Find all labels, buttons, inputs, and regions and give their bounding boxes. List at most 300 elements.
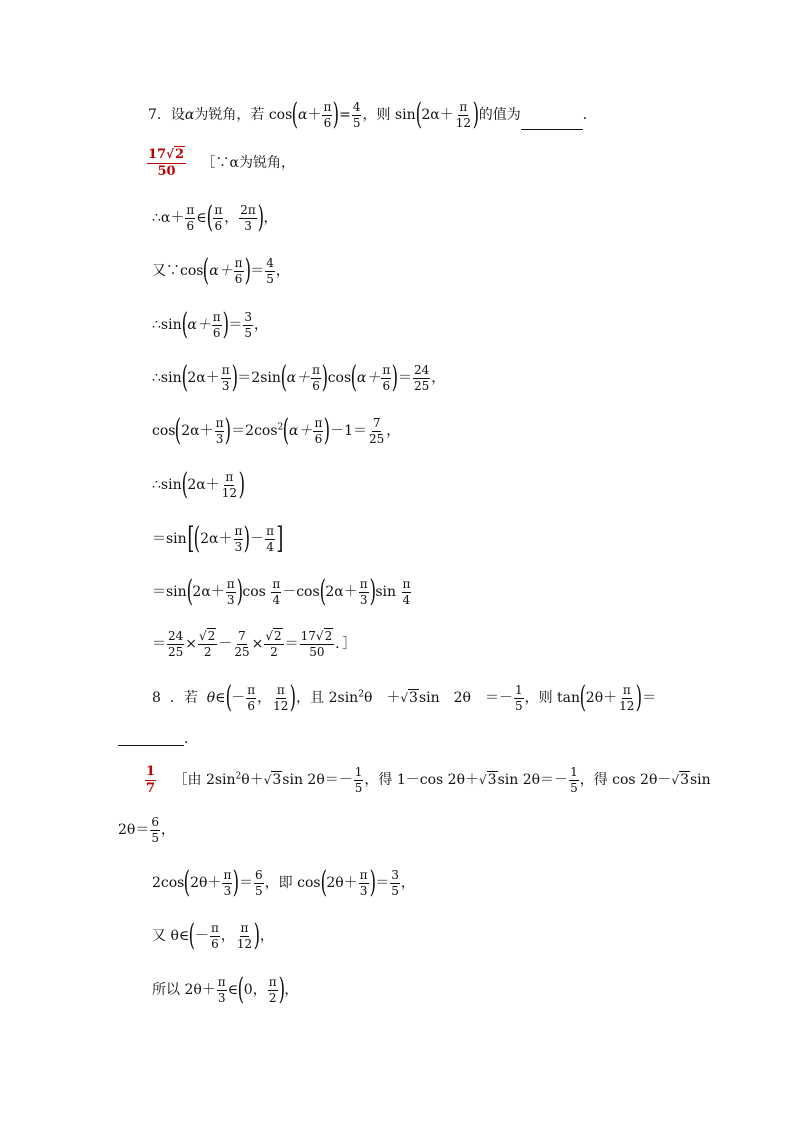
numerator: π	[217, 974, 226, 989]
numerator: π	[314, 415, 323, 430]
numerator: √2	[199, 629, 216, 643]
text: ，得 1－cos 2θ＋	[364, 772, 480, 789]
text: －1＝	[330, 423, 367, 439]
paren-left: (	[186, 574, 193, 609]
numerator: π	[312, 362, 320, 377]
denominator: 4	[402, 592, 411, 607]
paren-left: (	[320, 865, 327, 900]
text: ×	[185, 636, 198, 653]
numerator: π	[359, 576, 368, 591]
text: α＋	[286, 370, 311, 386]
problem-number: 8	[152, 690, 161, 706]
text: 2θ＋	[585, 690, 618, 706]
denominator: 7	[146, 780, 156, 796]
text: cos	[242, 584, 266, 600]
numerator: 6	[255, 867, 263, 882]
fraction-pi-3	[226, 578, 236, 606]
denominator: 5	[352, 115, 361, 130]
text: θ ＋	[363, 690, 401, 706]
fraction-sqrt2-2	[198, 630, 217, 658]
paren-right: )	[369, 865, 376, 900]
denominator: 12	[236, 936, 253, 951]
text: sin 2θ＝－	[497, 772, 569, 789]
text: ＝sin	[152, 584, 187, 600]
fraction-pi-3	[222, 869, 232, 897]
numerator: 1	[570, 765, 578, 780]
numerator: 1	[514, 682, 523, 697]
numerator: π	[234, 523, 243, 538]
problem-7-answer-line	[146, 148, 295, 178]
fraction-1-5	[569, 766, 579, 794]
paren-right: )	[472, 97, 480, 132]
problem-number: 7．	[148, 107, 171, 123]
paren-right: )	[238, 467, 246, 502]
numerator: 2π	[240, 202, 256, 217]
fraction-4-5	[265, 257, 275, 285]
denominator: 3	[223, 883, 232, 898]
text: 2α＋	[421, 107, 454, 123]
paren-left: (	[291, 97, 299, 132]
text: 为锐角，若 cos	[194, 107, 293, 123]
denominator: 50	[309, 644, 325, 659]
denominator: 25	[234, 644, 250, 659]
numerator: π	[382, 362, 391, 377]
equals: ＝	[642, 690, 657, 706]
numerator: π	[240, 920, 249, 935]
denominator: 12	[619, 698, 635, 713]
text: ，	[400, 875, 415, 891]
text: ∈	[215, 690, 226, 706]
paren-left: (	[237, 972, 245, 1007]
solution-7-line-1	[152, 200, 278, 235]
denominator: 2	[203, 644, 212, 659]
numerator: π	[247, 682, 256, 697]
problem-8-blank-line	[118, 732, 198, 746]
numerator	[147, 148, 186, 164]
answer-blank	[118, 745, 184, 746]
paren-right: )	[244, 253, 251, 288]
numerator: π	[459, 99, 468, 114]
text: ，则 sin	[362, 107, 416, 123]
solution-8-line-2: 又 θ∈(－ $\frac{\pi}{6}$ ， $\frac{\pi}{12}$ )，	[152, 918, 274, 953]
fraction-pi-6	[213, 204, 223, 232]
text: 的值为	[478, 107, 521, 123]
paren-right: )	[244, 521, 251, 556]
problem-8-statement: 8 ．若 θ∈(－ $\frac{\pi}{6}$ ， $\frac{\pi}{12}$ )，且 $2\sin^2\theta$ ＋√3sin 2θ ＝－ $\frac{1}{5}$ ，则 tan(2θ＋ $\frac{\pi}{12}$ )＝	[152, 680, 657, 715]
solution-7-line-4	[152, 360, 446, 395]
text: ，	[386, 423, 401, 439]
fraction-pi-12	[221, 471, 238, 499]
solution-7-line-8	[152, 574, 412, 609]
fraction-3-5	[390, 869, 400, 897]
text: ∴sin	[152, 370, 182, 386]
denominator: 2	[270, 644, 278, 659]
fraction-pi-6	[322, 101, 332, 129]
solution-7-line-6	[152, 467, 246, 502]
paren-right: )	[369, 574, 376, 609]
paren-left: (	[203, 253, 210, 288]
paren-right: )	[278, 972, 285, 1007]
number: 17	[300, 629, 316, 643]
text: －	[194, 928, 209, 944]
numerator: 4	[266, 255, 274, 270]
fraction-24-25	[167, 630, 184, 658]
denominator: 5	[391, 883, 399, 898]
text: α＋	[289, 423, 313, 439]
solution-7-line-7	[152, 521, 284, 556]
text: 2cos	[152, 875, 185, 891]
denominator: 50	[157, 163, 176, 179]
fraction-pi-3	[359, 578, 369, 606]
fraction-pi-6	[210, 922, 220, 950]
numerator: 1	[354, 765, 363, 780]
text: ×	[251, 636, 264, 653]
numerator: 4	[352, 99, 361, 114]
numerator: π	[223, 867, 232, 882]
radicand: 3	[487, 772, 497, 789]
superscript: 2	[235, 771, 242, 782]
text: ．若	[169, 690, 198, 706]
text: －	[218, 636, 233, 653]
equals: ＝	[397, 370, 412, 386]
radicand: 2	[207, 629, 216, 643]
text: ∴sin	[152, 477, 182, 493]
paren-right: )	[231, 360, 238, 395]
text: sin 2θ ＝－	[418, 690, 513, 706]
numerator: π	[266, 523, 274, 538]
text: 设	[170, 107, 185, 123]
equals: ＝	[239, 875, 254, 891]
numerator: 7	[238, 629, 246, 643]
equals: =	[339, 107, 351, 123]
paren-left: (	[194, 521, 201, 556]
denominator: 3	[217, 990, 226, 1005]
text: ∈	[227, 982, 239, 998]
paren-left: (	[280, 360, 287, 395]
fraction-result	[300, 630, 335, 658]
denominator: 6	[211, 936, 219, 951]
denominator: 3	[215, 431, 224, 446]
radicand: 3	[680, 772, 689, 789]
text: θ＋	[241, 772, 264, 789]
fraction-pi-3	[217, 976, 227, 1004]
paren-left: (	[181, 467, 188, 502]
denominator: 5	[354, 780, 363, 795]
text: ．］	[335, 636, 357, 653]
numerator: π	[225, 469, 234, 484]
paren-right: )	[253, 918, 261, 953]
denominator: 5	[514, 698, 523, 713]
radicand: 2	[174, 147, 185, 162]
theta-symbol: θ	[206, 690, 216, 706]
paren-right: )	[333, 97, 340, 132]
denominator: 6	[323, 115, 332, 130]
text: －	[231, 690, 246, 706]
text: ，则 tan	[524, 690, 581, 706]
equals: ＝	[250, 263, 265, 279]
superscript: 2	[358, 689, 364, 700]
text: α＋	[209, 263, 233, 279]
numerator: π	[186, 202, 195, 217]
fraction-pi-3	[234, 525, 244, 553]
paren-left: (	[206, 200, 213, 235]
denominator: 3	[226, 592, 235, 607]
numerator: π	[359, 867, 368, 882]
numerator: π	[210, 920, 219, 935]
fraction-pi-12	[236, 922, 253, 950]
fraction-pi-3	[359, 869, 369, 897]
text: ，即 cos	[264, 875, 321, 891]
fraction-pi-12	[618, 684, 635, 712]
text: ，	[275, 263, 290, 279]
text: 2α＋	[200, 531, 233, 547]
fraction-pi-6	[381, 364, 391, 392]
text: ∴α＋	[152, 210, 185, 226]
denominator: 25	[413, 378, 430, 393]
text: ＝2cos	[231, 423, 278, 439]
text: 2α＋	[192, 584, 225, 600]
denominator: 12	[273, 698, 289, 713]
numerator: 3	[244, 309, 253, 324]
answer-fraction	[145, 765, 156, 795]
paren-left: (	[188, 918, 196, 953]
problem-8-answer-line: $\frac{1}{7}$ ［由 $2\sin^2\theta+√3\sin$ 2θ＝－ $\frac{1}{5}$ ，得 1－cos 2θ＋√3sin 2θ＝－ $\frac{1}{5}$ ，得 cos 2θ－√3sin	[146, 764, 711, 796]
fraction-pi-3	[215, 417, 225, 445]
answer-fraction	[147, 148, 186, 178]
numerator: 24	[168, 629, 184, 643]
paren-left: (	[319, 574, 326, 609]
text: 又∵cos	[152, 263, 204, 279]
denominator: 4	[272, 592, 281, 607]
text: ，	[254, 317, 269, 333]
fraction-6-5	[254, 869, 264, 897]
fraction-pi-2	[268, 976, 278, 1004]
radicand: 3	[409, 690, 418, 706]
text: ，	[160, 822, 175, 839]
text: ，	[259, 928, 274, 944]
denominator: 2	[268, 990, 277, 1005]
text: ，得 cos 2θ－	[579, 772, 672, 789]
numerator: 3	[391, 867, 399, 882]
text: 2α＋	[325, 584, 358, 600]
text: 2α＋	[187, 477, 220, 493]
denominator: 6	[214, 218, 223, 233]
equals: ＝	[152, 636, 166, 653]
paren-right: )	[636, 680, 643, 715]
text: 2θ＋	[190, 875, 222, 891]
text: ．	[184, 731, 198, 747]
denominator: 25	[168, 644, 184, 659]
problem-7-statement: 7．设α为锐角，若 cos(α＋ $\frac{\pi}{6}$ )= $\frac{4}{5}$ ，则 sin(2α＋ $\frac{\pi}{12}$ )的值为 ．	[148, 97, 597, 132]
paren-left: (	[181, 307, 188, 342]
fraction-4-5	[352, 101, 362, 129]
paren-left: (	[579, 680, 587, 715]
solution-7-line-2	[152, 253, 290, 288]
paren-right: )	[222, 307, 229, 342]
paren-left: (	[415, 97, 422, 132]
text: ，	[224, 210, 239, 226]
text: ，且 2sin	[296, 690, 359, 706]
text: ，	[284, 982, 299, 998]
denominator: 3	[359, 883, 368, 898]
text: ，	[431, 370, 446, 386]
numerator: π	[215, 415, 224, 430]
denominator: 6	[186, 218, 195, 233]
numerator: π	[276, 682, 285, 697]
text: sin 2θ＝－	[282, 772, 353, 789]
numerator: π	[221, 362, 230, 377]
denominator: 6	[234, 271, 243, 286]
denominator: 3	[234, 539, 243, 554]
paren-right: )	[290, 680, 297, 715]
fraction-sqrt2-2	[264, 630, 283, 658]
numerator: 7	[372, 415, 381, 430]
fraction-pi-3	[221, 364, 231, 392]
fraction-pi-12	[455, 101, 472, 129]
numerator: π	[214, 202, 223, 217]
paren-right: )	[232, 865, 240, 900]
denominator: 3	[244, 218, 252, 233]
text: ［由 2sin	[173, 772, 236, 789]
denominator: 6	[212, 325, 221, 340]
fraction-7-25	[233, 630, 250, 658]
denominator: 25	[369, 431, 385, 446]
paren-right: )	[323, 413, 331, 448]
fraction-pi-4	[271, 578, 281, 606]
denominator: 3	[221, 378, 230, 393]
paren-right: )	[257, 200, 264, 235]
text: 又 θ∈	[152, 928, 190, 944]
numerator: 17√2	[300, 629, 333, 643]
paren-left: (	[225, 680, 232, 715]
fraction-24-25	[413, 364, 430, 392]
paren-left: (	[175, 413, 182, 448]
equals: ＝	[284, 636, 299, 653]
equals: ＝	[375, 875, 390, 891]
fraction-pi-6	[212, 311, 222, 339]
answer-blank	[521, 129, 583, 130]
text: 所以 2θ＋	[152, 982, 216, 998]
numerator: 24	[413, 362, 430, 377]
fraction-pi-6	[234, 257, 244, 285]
sqrt: √2	[166, 147, 185, 162]
fraction-pi-4	[402, 578, 412, 606]
denominator: 3	[359, 592, 368, 607]
fraction-7-25	[368, 417, 385, 445]
solution-8-line-1	[152, 865, 415, 900]
fraction-pi-6	[313, 417, 323, 445]
text: ∴sin	[152, 317, 182, 333]
text: 2θ＝	[118, 822, 150, 839]
text: －cos	[282, 584, 320, 600]
text: α＋	[187, 317, 211, 333]
paren-left: (	[184, 865, 191, 900]
solution-7-line-3	[152, 307, 269, 342]
denominator: 4	[266, 539, 274, 554]
numerator: 6	[151, 815, 159, 829]
bracket-left: [	[187, 521, 195, 556]
fraction-pi-6	[185, 204, 195, 232]
equals: ＝	[228, 317, 243, 333]
numerator: π	[402, 576, 411, 591]
text: ，	[263, 210, 278, 226]
numerator: √2	[265, 629, 282, 643]
fraction-3-5	[243, 311, 253, 339]
numerator: π	[323, 99, 332, 114]
fraction-1-5	[354, 766, 364, 794]
superscript: 2	[277, 422, 284, 433]
paren-left: (	[350, 360, 358, 395]
fraction-1-5	[514, 684, 524, 712]
denominator: 12	[221, 485, 237, 500]
radicand: 3	[272, 772, 282, 789]
paren-left: (	[181, 360, 188, 395]
bracket-right: ]	[276, 521, 284, 556]
paren-right: )	[236, 574, 243, 609]
fraction-6-5	[150, 816, 160, 844]
text: －	[250, 531, 265, 547]
numerator: 1	[146, 764, 156, 779]
alpha-symbol: α	[184, 107, 195, 123]
paren-right: )	[321, 360, 329, 395]
denominator: 5	[244, 325, 253, 340]
denominator: 6	[382, 378, 391, 393]
solution-7-line-5	[152, 413, 401, 448]
text: 2θ＋	[326, 875, 358, 891]
text: α＋	[356, 370, 381, 386]
denominator: 5	[266, 271, 274, 286]
numerator: π	[268, 974, 277, 989]
fraction-2pi-3	[239, 204, 257, 232]
text: 2α＋	[181, 423, 214, 439]
denominator: 6	[312, 378, 320, 393]
fraction-pi-4	[265, 525, 275, 553]
text: ＝sin	[152, 531, 187, 547]
paren-right: )	[391, 360, 399, 395]
denominator: 5	[570, 780, 578, 795]
numerator: π	[226, 576, 235, 591]
solution-intro: ［∵α为锐角，	[201, 155, 295, 172]
numerator: π	[272, 576, 281, 591]
text: 0，	[243, 982, 267, 998]
numerator: π	[212, 309, 221, 324]
denominator: 6	[314, 431, 323, 446]
denominator: 6	[247, 698, 256, 713]
text: cos	[152, 423, 176, 439]
radicand: 2	[324, 629, 333, 643]
fraction-pi-6	[246, 684, 256, 712]
text: ．	[582, 107, 597, 123]
fraction-pi-12	[272, 684, 289, 712]
denominator: 5	[151, 830, 159, 845]
denominator: 5	[255, 883, 263, 898]
text: cos	[327, 370, 352, 386]
numerator: π	[622, 682, 631, 697]
paren-left: (	[282, 413, 290, 448]
text: sin	[689, 772, 711, 789]
fraction-pi-6	[311, 364, 321, 392]
paren-right: )	[225, 413, 232, 448]
radicand: 2	[273, 629, 282, 643]
numerator: π	[234, 255, 243, 270]
answer-num: 17	[148, 147, 167, 162]
text: sin	[375, 584, 397, 600]
text: ∈	[196, 210, 207, 226]
alpha-symbol: α	[298, 107, 308, 123]
solution-7-line-9	[152, 630, 356, 658]
solution-8-line-3	[152, 972, 299, 1007]
problem-8-solution-cont	[118, 816, 175, 844]
